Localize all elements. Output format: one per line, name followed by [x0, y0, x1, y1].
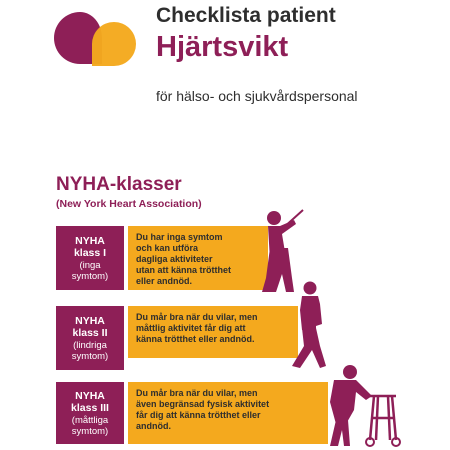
title-line-2: Hjärtsvikt — [156, 31, 289, 63]
nyha-class-3-label — [56, 382, 124, 444]
class-name: NYHA klass I — [73, 234, 107, 259]
walking-man-figure-icon — [286, 280, 332, 370]
section-title: NYHA-klasser — [56, 174, 182, 195]
nyha-class-1-label — [56, 226, 124, 290]
class-name: NYHA klass III — [71, 389, 109, 414]
class-note: (måttliga symtom) — [71, 414, 109, 437]
nyha-class-3-description — [128, 382, 328, 444]
class-note: (inga symtom) — [71, 259, 109, 282]
class-description: Du mår bra när du vilar, men även begränsad fysisk aktivitet får dig att känna trötthet eller andnöd. — [136, 388, 270, 431]
nyha-class-1-description — [128, 226, 268, 290]
section-subtitle: (New York Heart Association) — [56, 198, 202, 210]
class-note: (lindriga symtom) — [71, 339, 109, 362]
title-line-1: Checklista patient — [156, 4, 336, 27]
nyha-class-2-label — [56, 306, 124, 370]
class-description: Du har inga symtom och kan utföra dagliga aktiviteter utan att känna trötthet eller andnöd. — [136, 232, 232, 286]
class-description: Du mår bra när du vilar, men måttlig aktivitet får dig att känna trötthet eller andnöd. — [136, 312, 258, 344]
brand-logo — [50, 8, 138, 72]
elderly-walker-figure-icon — [316, 362, 408, 448]
class-name: NYHA klass II — [72, 314, 108, 339]
nyha-class-2-description — [128, 306, 298, 358]
subtitle: för hälso- och sjukvårdspersonal — [156, 88, 358, 104]
